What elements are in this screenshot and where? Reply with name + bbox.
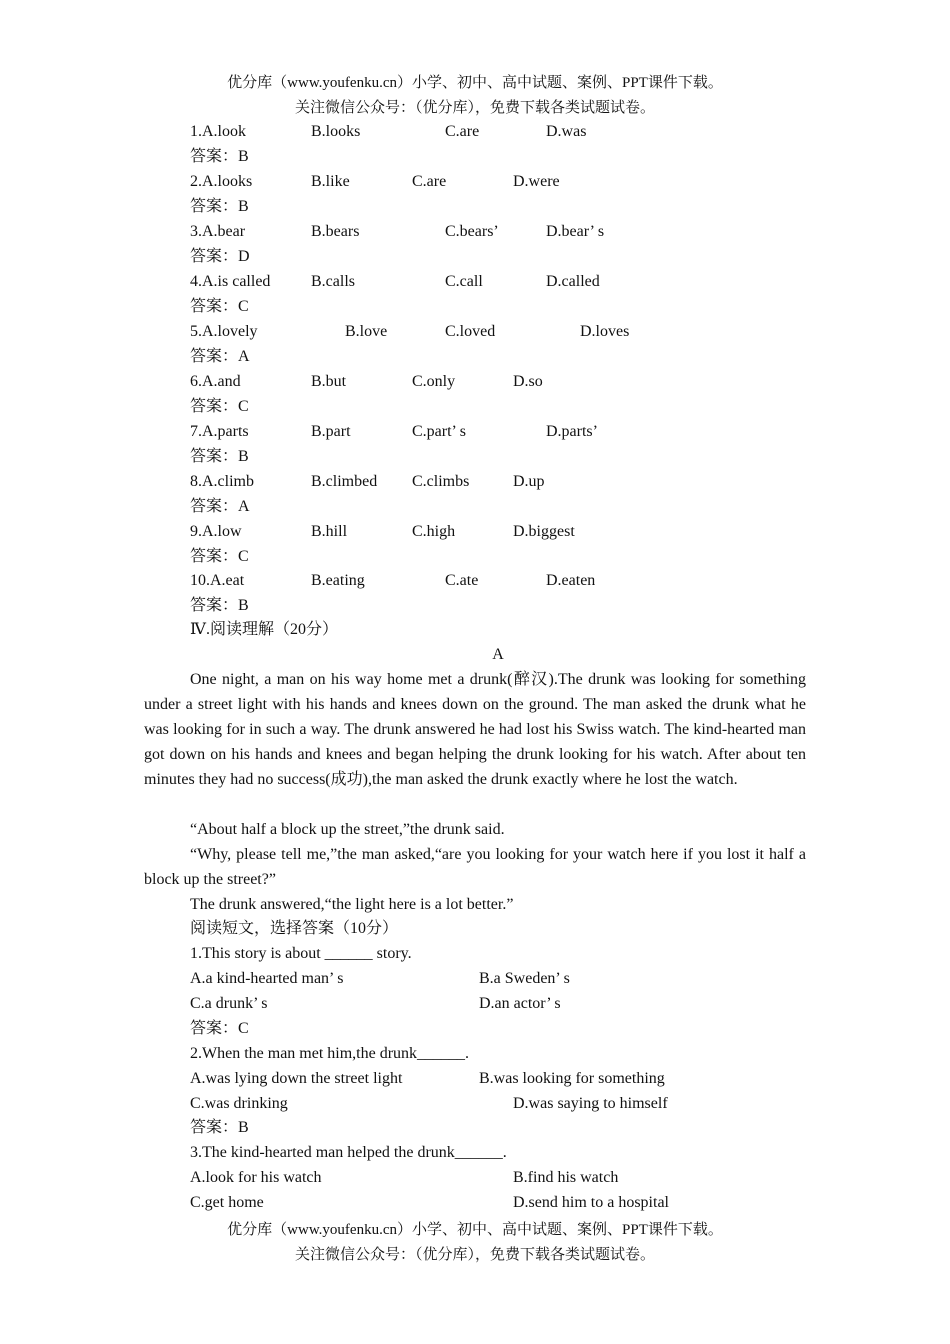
- question-option: D.an actor’ s: [479, 995, 561, 1012]
- option: D.loves: [580, 323, 630, 340]
- option: 7.A.parts: [190, 423, 249, 440]
- answer: 答案：C: [190, 548, 249, 565]
- question-option: C.get home: [190, 1194, 264, 1211]
- question-stem: 2.When the man met him,the drunk______.: [190, 1045, 470, 1062]
- option: D.parts’: [546, 423, 598, 440]
- option: B.looks: [311, 123, 361, 140]
- option: B.love: [345, 323, 388, 340]
- option: D.eaten: [546, 572, 596, 589]
- option: C.ate: [445, 572, 479, 589]
- answer: 答案：B: [190, 448, 249, 465]
- passage-paragraph: The drunk answered,“the light here is a lot better.”: [190, 896, 514, 913]
- option: 2.A.looks: [190, 173, 253, 190]
- option: B.hill: [311, 523, 348, 540]
- option: D.was: [546, 123, 587, 140]
- instruction: 阅读短文，选择答案（10分）: [190, 920, 399, 937]
- question-option: B.a Sweden’ s: [479, 970, 570, 987]
- option: B.but: [311, 373, 347, 390]
- option: C.high: [412, 523, 456, 540]
- question-stem: 1.This story is about ______ story.: [190, 945, 412, 962]
- option: C.bears’: [445, 223, 499, 240]
- answer: 答案：A: [190, 498, 250, 515]
- option: C.part’ s: [412, 423, 466, 440]
- footer-line-1: 优分库（www.youfenku.cn）小学、初中、高中试题、案例、PPT课件下载。: [227, 1222, 723, 1238]
- option: 5.A.lovely: [190, 323, 258, 340]
- option: D.were: [513, 173, 560, 190]
- option: D.up: [513, 473, 545, 490]
- option: D.so: [513, 373, 543, 390]
- passage-paragraph: “About half a block up the street,”the drunk said.: [190, 821, 505, 838]
- header-line-1: 优分库（www.youfenku.cn）小学、初中、高中试题、案例、PPT课件下载。: [227, 75, 723, 91]
- option: 8.A.climb: [190, 473, 254, 490]
- answer: 答案：A: [190, 348, 250, 365]
- section-title: Ⅳ.阅读理解（20分）: [190, 621, 338, 638]
- answer: 答案：B: [190, 597, 249, 614]
- option: C.call: [445, 273, 483, 290]
- passage-paragraph: One night, a man on his way home met a drunk(醉汉).The drunk was looking for something under a street light with his hands and knees down on the ground. The man asked the drunk what he was looking for in such a way. The drunk answered he had lost his Swiss watch. The kind-hearted man got down on his hands and knees and began helping the drunk looking for his watch. After about ten minutes they had no success(成功),the man asked the drunk exactly where he lost the watch.: [144, 671, 806, 788]
- option: 10.A.eat: [190, 572, 245, 589]
- question-option: A.was lying down the street light: [190, 1070, 403, 1087]
- option: B.eating: [311, 572, 365, 589]
- passage-paragraph: “Why, please tell me,”the man asked,“are you looking for your watch here if you lost it half a block up the street?”: [144, 846, 806, 888]
- option: B.calls: [311, 273, 355, 290]
- option: C.are: [445, 123, 480, 140]
- option: C.climbs: [412, 473, 470, 490]
- option: C.only: [412, 373, 456, 390]
- answer: 答案：B: [190, 198, 249, 215]
- answer: 答案：B: [190, 148, 249, 165]
- option: 3.A.bear: [190, 223, 246, 240]
- footer-line-2: 关注微信公众号：（优分库），免费下载各类试题试卷。: [294, 1247, 655, 1263]
- option: 9.A.low: [190, 523, 242, 540]
- option: B.like: [311, 173, 350, 190]
- answer: 答案：D: [190, 248, 250, 265]
- question-option: B.was looking for something: [479, 1070, 665, 1087]
- option: 6.A.and: [190, 373, 241, 390]
- question-option: B.find his watch: [513, 1169, 619, 1186]
- answer: 答案：C: [190, 1020, 249, 1037]
- question-option: C.a drunk’ s: [190, 995, 268, 1012]
- question-option: A.look for his watch: [190, 1169, 322, 1186]
- question-option: C.was drinking: [190, 1095, 288, 1112]
- option: 4.A.is called: [190, 273, 271, 290]
- question-option: D.was saying to himself: [513, 1095, 668, 1112]
- option: 1.A.look: [190, 123, 246, 140]
- question-stem: 3.The kind-hearted man helped the drunk______.: [190, 1144, 507, 1161]
- passage-label: A: [492, 646, 504, 663]
- answer: 答案：B: [190, 1119, 249, 1136]
- answer: 答案：C: [190, 398, 249, 415]
- header-line-2: 关注微信公众号：（优分库），免费下载各类试题试卷。: [294, 100, 655, 116]
- option: B.bears: [311, 223, 360, 240]
- option: D.biggest: [513, 523, 575, 540]
- option: D.bear’ s: [546, 223, 605, 240]
- question-option: A.a kind-hearted man’ s: [190, 970, 344, 987]
- option: B.part: [311, 423, 351, 440]
- question-option: D.send him to a hospital: [513, 1194, 669, 1211]
- option: B.climbed: [311, 473, 378, 490]
- answer: 答案：C: [190, 298, 249, 315]
- option: D.called: [546, 273, 600, 290]
- option: C.are: [412, 173, 447, 190]
- option: C.loved: [445, 323, 496, 340]
